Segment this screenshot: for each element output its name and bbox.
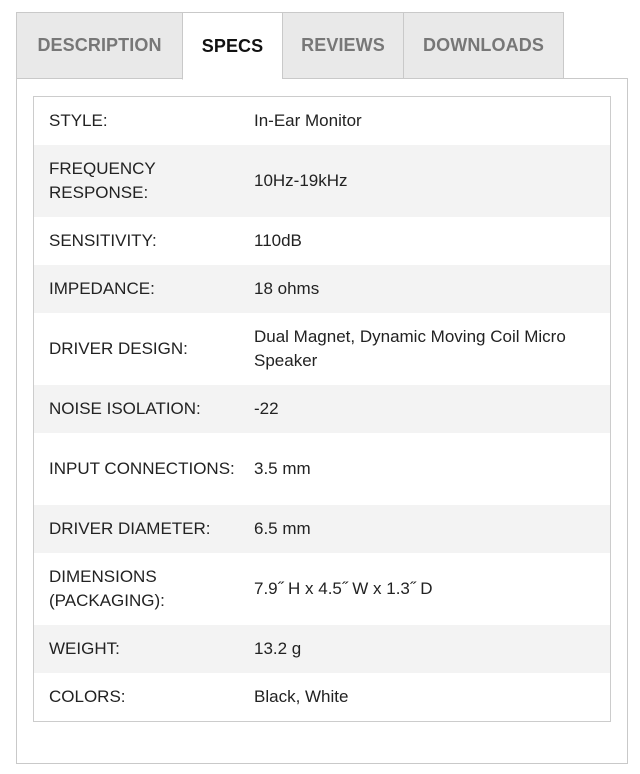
spec-row-driver-design [34,313,610,385]
spec-row-frequency-response [34,145,610,217]
specs-table [33,96,611,722]
spec-row-noise-isolation [34,385,610,433]
spec-label: DRIVER DESIGN: [49,339,188,358]
spec-row-dimensions [34,553,610,625]
tab-description[interactable]: DESCRIPTION [16,12,182,79]
spec-label: DRIVER DIAMETER: [49,519,211,538]
spec-value: Dual Magnet, Dynamic Moving Coil Micro Speaker [254,327,566,370]
spec-row-colors [34,673,610,721]
spec-row-impedance [34,265,610,313]
spec-row-input-connections [34,433,610,505]
spec-label: WEIGHT: [49,639,120,658]
spec-value: 10Hz-19kHz [254,171,348,190]
tab-downloads[interactable]: DOWNLOADS [403,12,564,79]
spec-row-style [34,97,610,145]
spec-value: 7.9˝ H x 4.5˝ W x 1.3˝ D [254,579,433,598]
spec-row-weight [34,625,610,673]
spec-label: IMPEDANCE: [49,279,155,298]
spec-value: In-Ear Monitor [254,111,362,130]
spec-label: COLORS: [49,687,126,706]
spec-value: 110dB [254,231,302,250]
spec-label: FREQUENCY RESPONSE: [49,159,156,202]
spec-value: 13.2 g [254,639,302,658]
spec-value: -22 [254,399,279,418]
spec-label: STYLE: [49,111,108,130]
spec-value: 6.5 mm [254,519,311,538]
spec-value: Black, White [254,687,349,706]
spec-label: INPUT CONNECTIONS: [49,459,235,478]
spec-row-sensitivity [34,217,610,265]
spec-value: 3.5 mm [254,459,311,478]
spec-label: NOISE ISOLATION: [49,399,201,418]
specs-panel [16,78,628,764]
tab-reviews[interactable]: REVIEWS [282,12,403,79]
spec-row-driver-diameter [34,505,610,553]
tab-bar [16,12,564,79]
spec-label: DIMENSIONS (PACKAGING): [49,567,165,610]
spec-value: 18 ohms [254,279,320,298]
spec-label: SENSITIVITY: [49,231,157,250]
tab-specs[interactable]: SPECS [182,12,282,80]
